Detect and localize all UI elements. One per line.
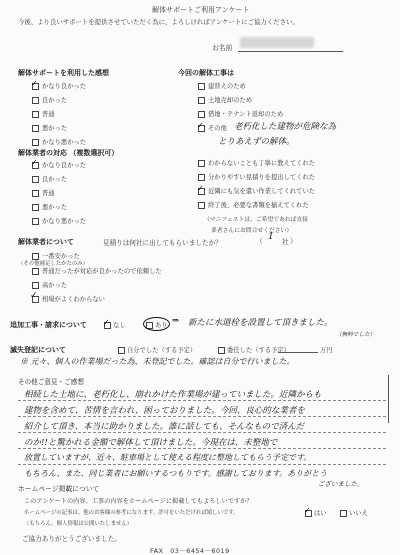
estimate-count: 1 (268, 232, 274, 242)
manifest-note-2: 業者さんにお問合せください） (211, 228, 293, 234)
thanks-text: ご協力ありがとうございました。 (22, 535, 121, 543)
option-label: かなり悪かった (42, 139, 87, 146)
manifest-note-1: （マニフェストは、ご希望であれば直接 (204, 217, 309, 223)
checkbox[interactable] (198, 174, 205, 181)
purpose-heading: 今回の解体工事は (178, 69, 234, 77)
option-label: 一番安かった (42, 253, 80, 260)
option-label: 終了後、必要な書類を揃えてくれた (208, 202, 309, 209)
deregistration-note: ※ 元々、個人の作業場だった為、未登記でした。確認は自分で行いました。 (20, 357, 295, 366)
additional-note: 新たに水道栓を設置して頂きました。 (188, 318, 333, 328)
opinion-line: のか!!と驚かれる金額で解体して頂けました。今現在は、未整地で (24, 438, 278, 448)
option-label: 悪かった (42, 125, 68, 132)
contractor-response-heading: 解体業者の対応 （複数選択可） (18, 149, 119, 157)
count-wrapper: （ (256, 237, 263, 245)
option-label: 良かった (42, 176, 68, 183)
option-suffix: （その他補足したかたのみ） (18, 261, 89, 267)
redacted-name (240, 37, 314, 48)
ruled-line (18, 416, 386, 417)
none-label: なし (113, 322, 126, 329)
ruled-line (18, 464, 386, 465)
option-label: 悪かった (42, 204, 68, 211)
option-label: 近隣にも気を遣い作業してくれていた (208, 188, 316, 195)
checkbox[interactable] (32, 282, 39, 289)
check-mark-icon: ✓ (197, 121, 204, 130)
opinion-line: 紹介して頂き、本当に助かりました。誰に話しても、そんなもので済んだ (24, 422, 305, 432)
check-mark-icon: ✓ (31, 158, 38, 167)
checkbox[interactable] (32, 268, 39, 275)
option-label: 普通だったが対応が良かったので依頼した (42, 268, 162, 275)
option-label: 借地・テナント返却のため (208, 111, 284, 118)
option-label: 土地売却のため (208, 97, 253, 104)
option-label: 普通 (42, 190, 55, 197)
circle-mark (143, 317, 170, 331)
additional-note-small: （無料でした） (336, 332, 376, 338)
checkbox[interactable] (32, 176, 39, 183)
additional-heading: 追加工事・請求について (10, 321, 87, 329)
ruled-line (18, 432, 386, 433)
count-wrapper-close: ） (290, 237, 297, 245)
opinion-line: ございました。 (318, 480, 364, 488)
checkbox[interactable] (340, 510, 347, 517)
option-label: 相場がよくわからない (42, 296, 105, 303)
ruled-line (18, 448, 386, 449)
self-label: 自分でした（する予定） (127, 347, 197, 354)
other-handwritten: 老朽化した建物が危険な為 (234, 122, 337, 132)
checkbox[interactable] (218, 347, 225, 354)
arrow-icon: ⇒ (172, 316, 180, 326)
no-label: いいえ (349, 510, 368, 517)
homepage-heading: ホームページ掲載について (18, 485, 100, 493)
opinion-line: 相続した土地に、老朽化し、崩れかけた作業場が建っていました。近隣からも (24, 390, 322, 400)
deregistration-heading: 滅失登記について (10, 346, 66, 354)
check-mark-icon: ✓ (197, 184, 204, 193)
check-mark-icon: ✓ (30, 291, 38, 301)
option-label: 分かりやすい見積りを提出してくれた (208, 174, 316, 181)
check-mark-icon: ✓ (103, 318, 110, 327)
opinion-line: 建物を含めて、苦情を言われ、困っておりました。今回、良心的な業者を (24, 406, 305, 416)
opinions-heading: その他ご意見・ご感想 (18, 378, 84, 386)
option-label: わからないことも丁寧に教えてくれた (208, 160, 316, 167)
amount-underline (278, 352, 318, 353)
check-mark-icon: ✓ (304, 506, 311, 515)
other-handwritten-2: とりあえずの解体。 (218, 137, 295, 147)
option-label: かなり悪かった (42, 218, 87, 225)
checkbox[interactable] (32, 204, 39, 211)
yes-label: はい (314, 510, 327, 517)
ruled-line (18, 400, 386, 401)
opinions-border-right (388, 375, 389, 423)
name-label: お名前 (212, 44, 233, 52)
checkbox[interactable] (32, 97, 39, 104)
homepage-q1: このアンケートの内容、工事の内容をホームページに掲載してもよろしいですか？ (24, 498, 253, 505)
checkbox[interactable] (32, 125, 39, 132)
option-label: 良かった (42, 97, 68, 104)
option-label: 高かった (42, 282, 68, 289)
checkbox[interactable] (32, 111, 39, 118)
yen-label: 万円 (320, 347, 333, 354)
name-underline (238, 51, 343, 52)
form-title: 解体サポートご利用アンケート (152, 6, 250, 14)
intro-text: 今後、より良いサポートを提供させていただく為に、よろしければアンケートにご協力ください。 (18, 18, 299, 26)
checkbox[interactable] (32, 190, 39, 197)
homepage-q3: （もちろん、個人情報は公開いたしません） (24, 521, 133, 527)
homepage-q2: ホームページの記事は、他のお客様の参考になります。許可をいただければ嬉しいです。 (24, 510, 239, 516)
some-label: あり (155, 322, 168, 329)
checkbox[interactable] (118, 347, 125, 354)
opinion-line: 放置していますが、近々、駐車場として使える程度に整地してもらう予定です。 (24, 453, 312, 462)
option-label: 建替えのため (208, 83, 246, 90)
checkbox[interactable] (198, 97, 205, 104)
option-label: かなり良かった (42, 162, 87, 169)
checkbox[interactable] (198, 111, 205, 118)
opinion-line: もちろん、また、同じ業者にお願いするつもりです。感謝しております。ありがとう (24, 469, 328, 478)
support-impression-heading: 解体サポートを利用した感想 (18, 69, 109, 77)
checkbox[interactable] (198, 83, 205, 90)
fax-number: FAX 03－6454－6019 (150, 547, 230, 555)
checkbox[interactable] (32, 139, 39, 146)
checkbox[interactable] (198, 160, 205, 167)
checkbox[interactable] (32, 218, 39, 225)
option-label: 普通 (42, 111, 55, 118)
delegate-label: 委任した（する予定） (227, 347, 290, 354)
estimate-heading: 解体業者について (18, 238, 74, 246)
check-mark-icon: ✓ (31, 79, 38, 88)
estimate-unit: 社 (282, 238, 289, 246)
option-label: かなり良かった (42, 83, 87, 90)
checkbox[interactable] (198, 202, 205, 209)
estimate-question: 見積りは何社に出してもらいましたか？ (103, 239, 222, 247)
option-label: その他 (208, 125, 227, 132)
